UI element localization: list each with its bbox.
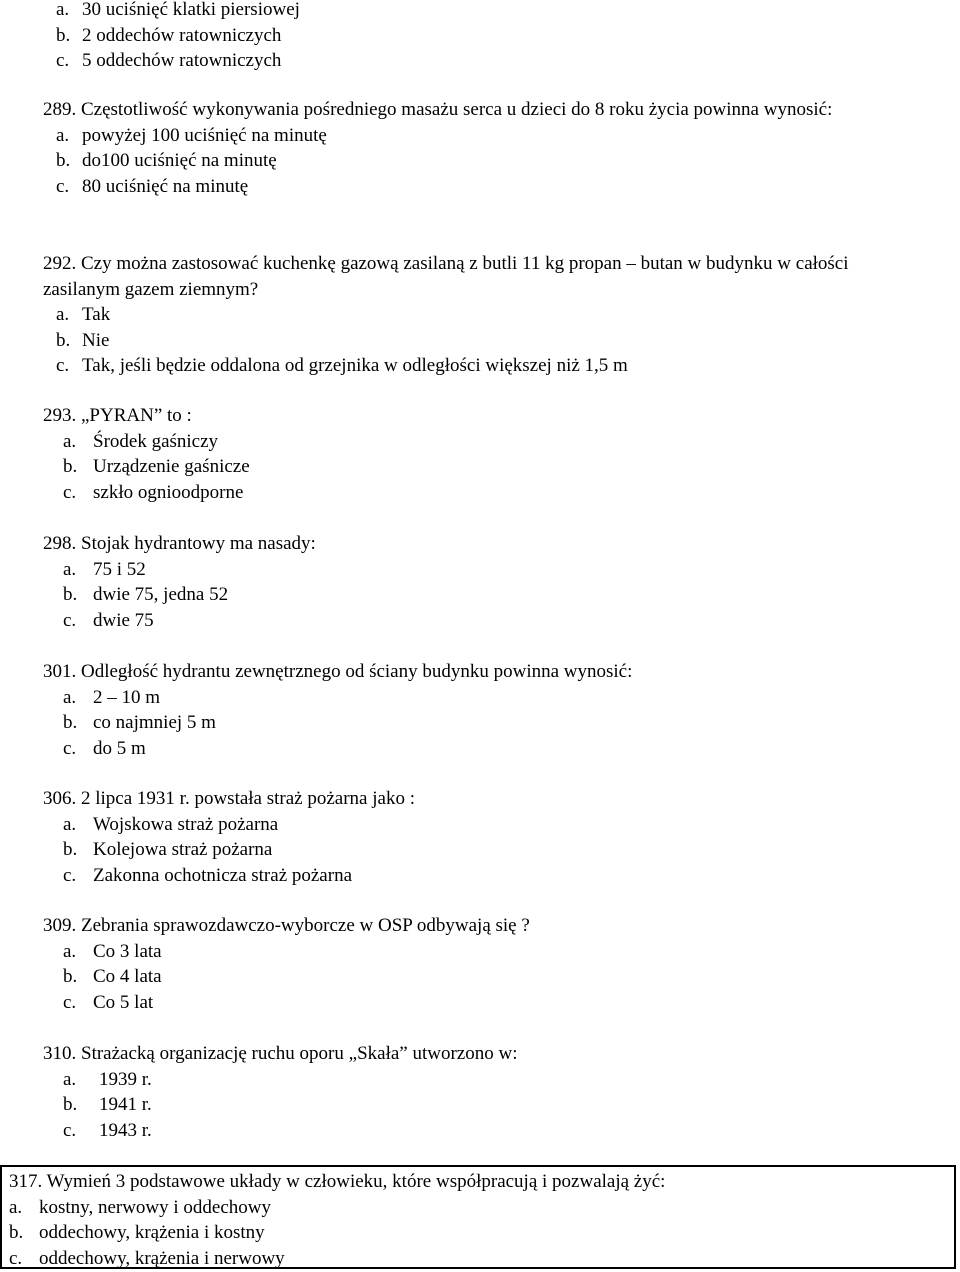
option-letter: c. <box>63 991 77 1013</box>
option <box>43 812 923 838</box>
option-letter: c. <box>56 355 70 377</box>
option-letter: c. <box>63 864 77 886</box>
option-letter: c. <box>63 481 77 503</box>
option <box>43 123 923 149</box>
option <box>43 964 923 990</box>
top-options <box>43 0 923 74</box>
question-310 <box>43 1041 923 1143</box>
option <box>43 1092 923 1118</box>
question-text: 301. Odległość hydrantu zewnętrznego od ściany budynku powinna wynosić: <box>43 661 633 682</box>
question-306 <box>43 786 923 888</box>
option-letter: a. <box>9 1196 23 1218</box>
option-letter: a. <box>63 813 77 835</box>
option <box>43 608 923 634</box>
option-text: Kolejowa straż pożarna <box>93 839 273 861</box>
option <box>43 863 923 889</box>
option-text: Co 3 lata <box>93 940 162 962</box>
option-letter: a. <box>63 430 77 452</box>
option-letter: a. <box>63 940 77 962</box>
option-text: 1939 r. <box>99 1068 152 1090</box>
option-letter: b. <box>56 24 71 46</box>
option-text: szkło ognioodporne <box>93 481 244 503</box>
option-text: Tak, jeśli będzie oddalona od grzejnika w odległości większej niż 1,5 m <box>82 355 628 377</box>
option-text: 2 – 10 m <box>93 686 161 708</box>
option-letter: b. <box>63 839 78 861</box>
option-text: do100 uciśnięć na minutę <box>82 150 277 172</box>
option-text: 80 uciśnięć na minutę <box>82 175 249 197</box>
option-letter: b. <box>63 456 78 478</box>
option-letter: a. <box>56 304 70 326</box>
option-text: do 5 m <box>93 737 146 759</box>
option <box>43 710 923 736</box>
question-text: 310. Strażacką organizację ruchu oporu „Skała” utworzono w: <box>43 1043 518 1064</box>
option <box>43 837 923 863</box>
option <box>43 148 923 174</box>
option <box>43 328 923 354</box>
option-text: Nie <box>82 329 110 351</box>
option-text: Wojskowa straż pożarna <box>93 813 279 835</box>
option-text: Tak <box>82 304 111 326</box>
option-letter: c. <box>63 609 77 631</box>
option <box>43 480 923 506</box>
option <box>43 557 923 583</box>
question-text: 317. Wymień 3 podstawowe układy w człowieku, które współpracują i pozwalają żyć: <box>9 1171 666 1192</box>
option <box>43 1118 923 1144</box>
question-text: 293. „PYRAN” to : <box>43 405 192 426</box>
question-text: 309. Zebrania sprawozdawczo-wyborcze w OSP odbywają się ? <box>43 915 530 936</box>
option-text: Co 4 lata <box>93 966 162 988</box>
option-text: 5 oddechów ratowniczych <box>82 50 282 72</box>
option <box>9 1246 954 1272</box>
option <box>43 939 923 965</box>
option-text: 1941 r. <box>99 1094 152 1116</box>
question-298 <box>43 531 923 633</box>
option-text: oddechowy, krążenia i nerwowy <box>39 1247 285 1269</box>
option-letter: c. <box>56 50 70 72</box>
option-letter: a. <box>56 124 70 146</box>
question-301 <box>43 659 923 761</box>
option-text: 75 i 52 <box>93 558 146 580</box>
option <box>43 990 923 1016</box>
option <box>9 1195 954 1221</box>
option-letter: b. <box>56 329 71 351</box>
question-292 <box>43 251 923 379</box>
option-text: dwie 75, jedna 52 <box>93 584 229 606</box>
option-text: 1943 r. <box>99 1119 152 1141</box>
option <box>43 582 923 608</box>
option-text: powyżej 100 uciśnięć na minutę <box>82 124 327 146</box>
question-text: 298. Stojak hydrantowy ma nasady: <box>43 533 316 554</box>
option-letter: b. <box>63 1094 78 1116</box>
question-293 <box>43 403 923 505</box>
option-letter: c. <box>63 737 77 759</box>
option <box>43 1067 923 1093</box>
option-text: kostny, nerwowy i oddechowy <box>39 1196 272 1218</box>
option-text: 2 oddechów ratowniczych <box>82 24 282 46</box>
option-text: Środek gaśniczy <box>93 430 219 452</box>
option-text: dwie 75 <box>93 609 154 631</box>
option-text: oddechowy, krążenia i kostny <box>39 1222 265 1244</box>
option-letter: b. <box>9 1222 24 1244</box>
option-letter: c. <box>63 1119 77 1141</box>
option-text: Zakonna ochotnicza straż pożarna <box>93 864 353 886</box>
option <box>43 48 923 74</box>
option-letter: a. <box>56 0 70 20</box>
question-317-box <box>0 1165 956 1269</box>
option-text: Urządzenie gaśnicze <box>93 456 250 478</box>
option-letter: c. <box>56 175 70 197</box>
option-letter: b. <box>63 584 78 606</box>
question-text: 292. Czy można zastosować kuchenkę gazową zasilaną z butli 11 kg propan – butan w budynku w całości zasilanym gazem ziemnym? <box>43 253 849 300</box>
option-letter: b. <box>63 966 78 988</box>
question-289 <box>43 97 923 199</box>
option-letter: a. <box>63 686 77 708</box>
option-text: co najmniej 5 m <box>93 712 216 734</box>
option <box>9 1220 954 1246</box>
option <box>43 0 923 23</box>
question-text: 306. 2 lipca 1931 r. powstała straż pożarna jako : <box>43 788 415 809</box>
option-text: 30 uciśnięć klatki piersiowej <box>82 0 300 20</box>
question-309 <box>43 913 923 1015</box>
option <box>43 302 923 328</box>
option <box>43 429 923 455</box>
option <box>43 353 923 379</box>
option <box>43 174 923 200</box>
question-text: 289. Częstotliwość wykonywania pośredniego masażu serca u dzieci do 8 roku życia powinna wynosić: <box>43 99 833 120</box>
option <box>43 736 923 762</box>
option <box>43 23 923 49</box>
option-text: Co 5 lat <box>93 991 154 1013</box>
option <box>43 685 923 711</box>
option <box>43 454 923 480</box>
option-letter: b. <box>56 150 71 172</box>
option-letter: b. <box>63 712 78 734</box>
option-letter: a. <box>63 1068 77 1090</box>
option-letter: a. <box>63 558 77 580</box>
option-letter: c. <box>9 1247 23 1269</box>
